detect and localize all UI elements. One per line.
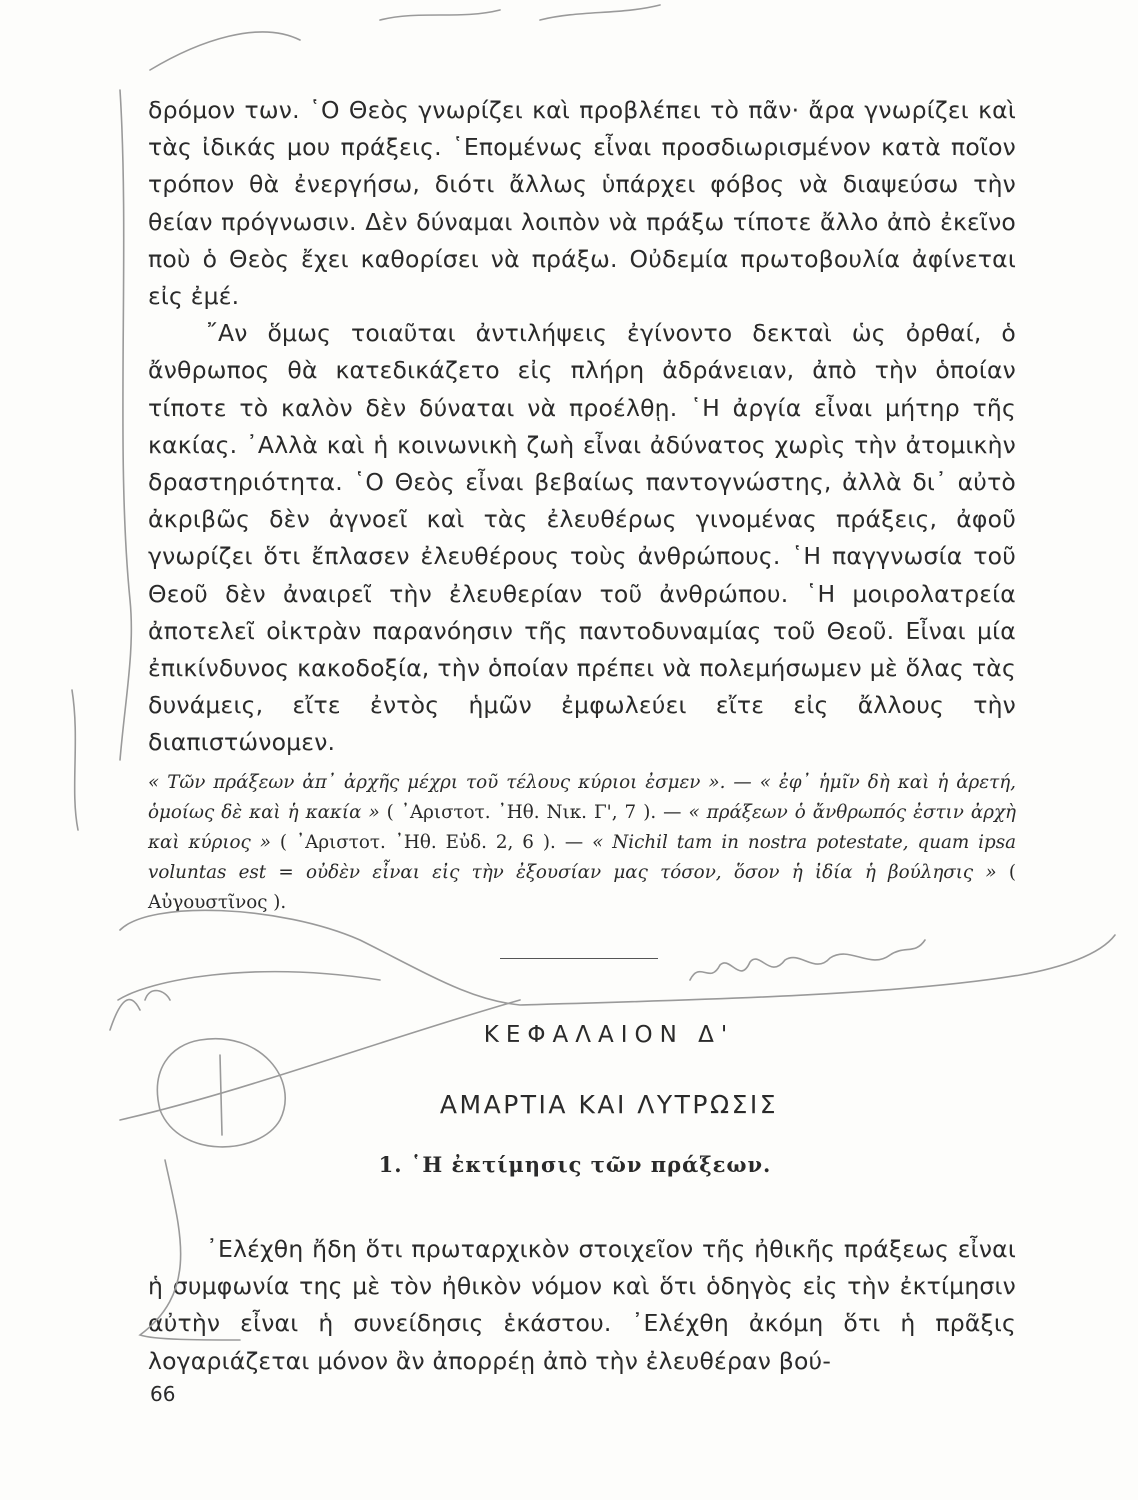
pencil-left-letters — [110, 991, 170, 1030]
quote-segment: « Nichil tam in nostra potestate, quam ipsa voluntas est = οὐδὲν εἶναι εἰς τὴν ἐξουσίαν μας τόσον, ὅσον ἡ ἰδία ἡ βούλησις » — [148, 832, 1017, 883]
pencil-bracket-lower — [140, 1160, 240, 1340]
chapter-heading: ΚΕΦΑΛΑΙΟΝ Δ' — [483, 1022, 735, 1048]
pencil-top-scribble — [150, 5, 660, 70]
section-heading: 1. ῾Η ἐκτίμησις τῶν πράξεων. — [378, 1152, 772, 1177]
paragraph-1: δρόμον των. ῾Ο Θεὸς γνωρίζει καὶ προβλέπει τὸ πᾶν· ἄρα γνωρίζει καὶ τὰς ἰδικάς μου πράξεις. ῾Επομένως εἶναι προσδιωρισμένον κατὰ ποῖον τρόπον θὰ ἐνεργήσω, διότι ἄλλως ὑπάρχει φόβος νὰ διαψεύσω τὴν θείαν πρόγνωσιν. Δὲν δύναμαι λοιπὸν νὰ πράξω τίποτε ἄλλο ἀπὸ ἐκεῖνο ποὺ ὁ Θεὸς ἔχει καθορίσει νὰ πράξω. Οὐδεμία πρωτοβουλία ἀφίνεται εἰς ἐμέ. — [148, 96, 1016, 311]
pencil-margin-scribble-2 — [72, 690, 78, 830]
paragraph-3: ᾿Ελέχθη ἤδη ὅτι πρωταρχικὸν στοιχεῖον τῆς ἠθικῆς πράξεως εἶναι ἡ συμφωνία της μὲ τὸν ἠθικὸν νόμον καὶ ὅτι ὁδηγὸς εἰς τὴν ἐκτίμησιν αὐτὴν εἶναι ἡ συνείδησις ἑκάστου. ᾿Ελέχθη ἀκόμη ὅτι ἡ πρᾶξις λογαριάζεται μόνον ἂν ἀπορρέῃ ἀπὸ τὴν ἐλευθέραν βού- — [148, 1235, 1016, 1375]
chapter-title: ΑΜΑΡΤΙΑ ΚΑΙ ΛΥΤΡΩΣΙΣ — [439, 1090, 779, 1119]
pencil-curve-left — [118, 972, 380, 1000]
page-number: 66 — [150, 1382, 176, 1406]
paragraph-2: ῎Αν ὅμως τοιαῦται ἀντιλήψεις ἐγίνοντο δεκταὶ ὡς ὀρθαί, ὁ ἄνθρωπος θὰ κατεδικάζετο εἰς πλήρη ἀδράνειαν, ἀπὸ τὴν ὁποίαν τίποτε τὸ καλὸν δὲν δύναται νὰ προέλθῃ. ῾Η ἀργία εἶναι μήτηρ τῆς κακίας. ᾿Αλλὰ καὶ ἡ κοινωνικὴ ζωὴ εἶναι ἀδύνατος χωρὶς τὴν ἀτομικὴν δραστηριότητα. ῾Ο Θεὸς εἶναι βεβαίως παντογνώστης, ἀλλὰ δι᾿ αὐτὸ ἀκριβῶς δὲν ἀγνοεῖ καὶ τὰς ἐλευθέρως γινομένας πράξεις, ἀφοῦ γνωρίζει ὅτι ἔπλασεν ἐλευθέρους τοὺς ἀνθρώπους. ῾Η παγγνωσία τοῦ Θεοῦ δὲν ἀναιρεῖ τὴν ἐλευθερίαν τοῦ ἀνθρώπου. ῾Η μοιρολατρεία ἀποτελεῖ οἰκτρὰν παρανόησιν τῆς παντοδυναμίας τοῦ Θεοῦ. Εἶναι μία ἐπικίνδυνος κακοδοξία, τὴν ὁποίαν πρέπει νὰ πολεμήσωμεν μὲ ὅλας τὰς δυνάμεις, εἴτε ἐντὸς ἡμῶν ἐμφωλεύει εἴτε εἰς ἄλλους τὴν διαπιστώνομεν. — [148, 319, 1016, 757]
pencil-scribble-right — [690, 940, 925, 980]
quote-segment: ( ᾿Αριστοτ. ᾿Ηθ. Νικ. Γ', 7 ). — — [379, 802, 689, 823]
quote-segment: ( Αὐγουστῖνος ). — [148, 862, 1016, 913]
pencil-margin-scribble — [120, 90, 131, 760]
pencil-diagonal — [120, 1000, 520, 1120]
pencil-vertical — [220, 1055, 222, 1135]
quote-segment: « Τῶν πράξεων ἀπ᾿ ἀρχῆς μέχρι τοῦ τέλους κύριοι ἐσμεν ». — « ἐφ᾿ ἡμῖν δὴ καὶ ἡ ἀρετή, ὁμοίως δὲ καὶ ἡ κακία » — [148, 772, 1016, 823]
pencil-curve-upper — [120, 910, 1115, 1005]
quote-segment: ( ᾿Αριστοτ. ᾿Ηθ. Εὐδ. 2, 6 ). — — [270, 832, 593, 853]
quote-segment: « πράξεων ὁ ἄνθρωπός ἐστιν ἀρχὴ καὶ κύριος » — [148, 802, 1016, 853]
